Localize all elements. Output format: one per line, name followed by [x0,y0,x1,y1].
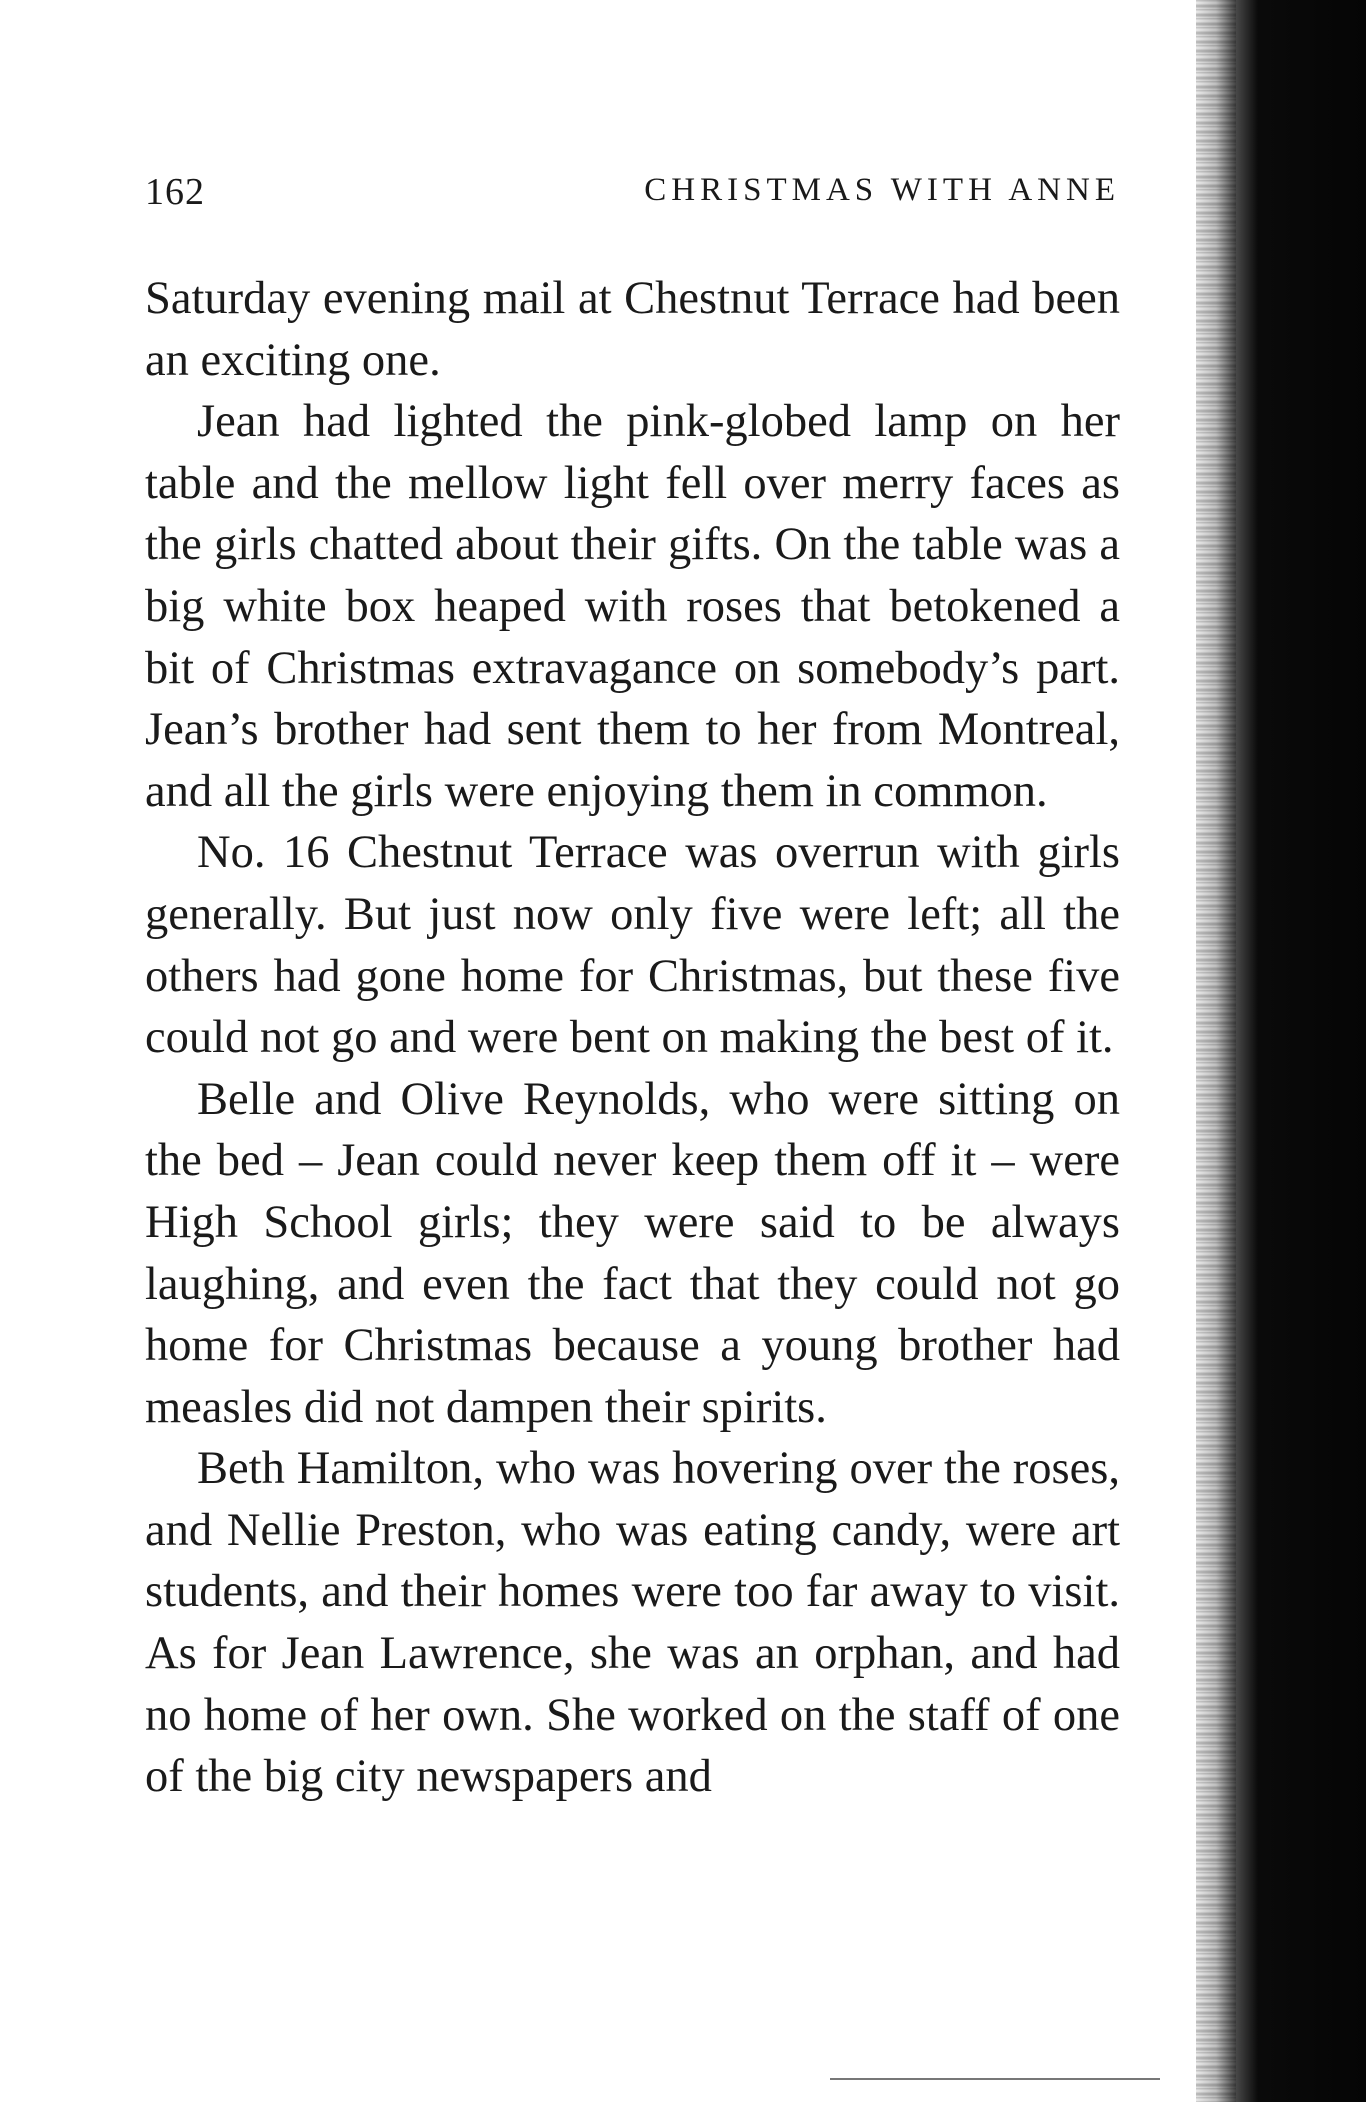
running-title: CHRISTMAS WITH ANNE [644,172,1120,208]
scan-gutter-texture [1196,0,1236,2102]
paragraph: Belle and Olive Reynolds, who were sitting on the bed – Jean could never keep them off it – were High School girls; they were said to be always laughing, and even the fact that they could not go home for Christmas because a young brother had measles did not dampen their spirits. [145,1073,1120,1433]
running-head [145,170,1120,230]
scan-edge-line [830,2078,1160,2080]
paragraph: No. 16 Chestnut Terrace was overrun with girls generally. But just now only five were left; all the others had gone home for Christmas, but these five could not go and were bent on making the best of it. [145,827,1120,1064]
paragraph: Beth Hamilton, who was hovering over the roses, and Nellie Preston, who was eating candy, were art students, and their homes were too far away to visit. As for Jean Lawrence, she was an orphan, and had no home of her own. She worked on the staff of one of the big city newspapers and [145,1443,1120,1803]
paragraph: Saturday evening mail at Chestnut Terrace had been an exciting one. [145,273,1120,386]
paragraph: Jean had lighted the pink-globed lamp on her table and the mellow light fell over merry faces as the girls chatted about their gifts. On the table was a big white box heaped with roses that betokened a bit of Christmas extravagance on somebody’s part. Jean’s brother had sent them to her from Montreal, and all the girls were enjoying them in common. [145,396,1120,817]
body-text [145,268,1120,1808]
page-number: 162 [145,171,205,213]
